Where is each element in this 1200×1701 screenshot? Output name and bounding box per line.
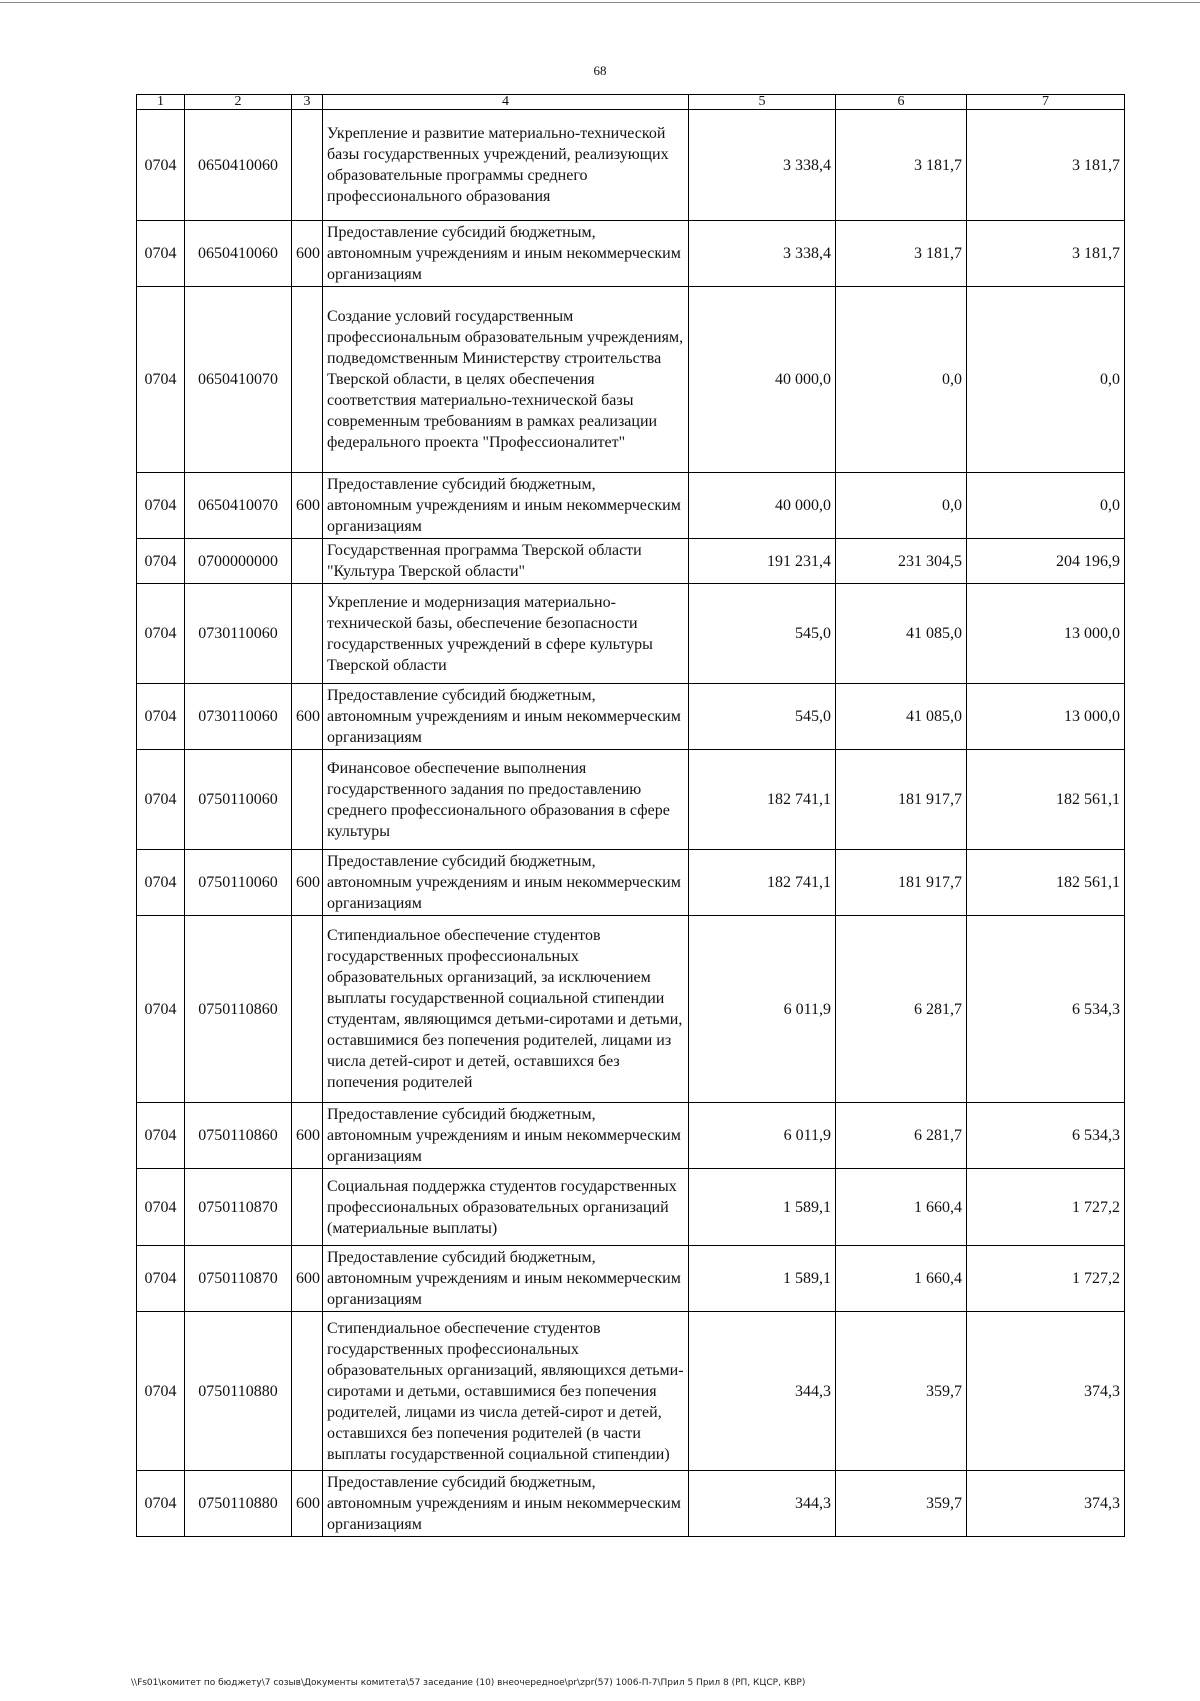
table-row: [137, 473, 1125, 539]
section-code-cell: 0704: [137, 584, 185, 684]
amount-cell-col5: 182 741,1: [689, 750, 836, 850]
expense-type-code-cell: [292, 916, 323, 1103]
expense-type-code-cell: [292, 110, 323, 221]
section-code-cell: 0704: [137, 473, 185, 539]
section-code-cell: 0704: [137, 1246, 185, 1312]
item-name-cell: Создание условий государственным профессиональным образовательным учреждениям, подведомственным Министерству строительства Тверской области, в целях обеспечения соответствия материально-технической базы современным требованиям в рамках реализации федерального проекта "Профессионалитет": [323, 287, 689, 473]
column-number-row: [137, 95, 1125, 110]
section-code-cell: 0704: [137, 110, 185, 221]
table-row: [137, 750, 1125, 850]
expense-type-code-cell: 600: [292, 1103, 323, 1169]
table-row: [137, 850, 1125, 916]
column-header: 1: [137, 95, 185, 110]
table-row: [137, 287, 1125, 473]
amount-cell-col5: 40 000,0: [689, 473, 836, 539]
amount-cell-col7: 3 181,7: [967, 221, 1125, 287]
amount-cell-col7: 182 561,1: [967, 750, 1125, 850]
section-code-cell: 0704: [137, 221, 185, 287]
table-row: [137, 1471, 1125, 1537]
amount-cell-col5: 3 338,4: [689, 221, 836, 287]
column-header: 3: [292, 95, 323, 110]
section-code-cell: 0704: [137, 750, 185, 850]
section-code-cell: 0704: [137, 1103, 185, 1169]
amount-cell-col5: 545,0: [689, 584, 836, 684]
item-name-cell: Предоставление субсидий бюджетным, автономным учреждениям и иным некоммерческим организациям: [323, 473, 689, 539]
amount-cell-col7: 1 727,2: [967, 1246, 1125, 1312]
section-code-cell: 0704: [137, 1312, 185, 1471]
amount-cell-col6: 181 917,7: [836, 750, 967, 850]
amount-cell-col5: 191 231,4: [689, 539, 836, 584]
amount-cell-col5: 6 011,9: [689, 916, 836, 1103]
amount-cell-col5: 182 741,1: [689, 850, 836, 916]
target-article-code-cell: 0700000000: [185, 539, 292, 584]
table-row: [137, 916, 1125, 1103]
amount-cell-col7: 182 561,1: [967, 850, 1125, 916]
file-path-footer: \\Fs01\комитет по бюджету\7 созыв\Документы комитета\57 заседание (10) внеочередное\pr\zpr(57) 1006-П-7\Прил 5 Прил 8 (РП, КЦСР, КВР): [131, 1678, 806, 1688]
item-name-cell: Финансовое обеспечение выполнения государственного задания по предоставлению среднего профессионального образования в сфере культуры: [323, 750, 689, 850]
expense-type-code-cell: [292, 1169, 323, 1246]
section-code-cell: 0704: [137, 539, 185, 584]
expense-type-code-cell: 600: [292, 1246, 323, 1312]
amount-cell-col6: 6 281,7: [836, 1103, 967, 1169]
expense-type-code-cell: 600: [292, 684, 323, 750]
amount-cell-col7: 374,3: [967, 1471, 1125, 1537]
amount-cell-col5: 1 589,1: [689, 1169, 836, 1246]
table-row: [137, 1312, 1125, 1471]
target-article-code-cell: 0730110060: [185, 584, 292, 684]
target-article-code-cell: 0650410060: [185, 221, 292, 287]
amount-cell-col5: 545,0: [689, 684, 836, 750]
expense-type-code-cell: [292, 584, 323, 684]
amount-cell-col6: 0,0: [836, 473, 967, 539]
amount-cell-col5: 1 589,1: [689, 1246, 836, 1312]
section-code-cell: 0704: [137, 1471, 185, 1537]
target-article-code-cell: 0650410070: [185, 287, 292, 473]
target-article-code-cell: 0650410070: [185, 473, 292, 539]
target-article-code-cell: 0750110060: [185, 850, 292, 916]
amount-cell-col6: 3 181,7: [836, 110, 967, 221]
target-article-code-cell: 0750110880: [185, 1312, 292, 1471]
column-header: 2: [185, 95, 292, 110]
amount-cell-col6: 359,7: [836, 1312, 967, 1471]
table-row: [137, 684, 1125, 750]
item-name-cell: Укрепление и развитие материально-технической базы государственных учреждений, реализующих образовательные программы среднего профессионального образования: [323, 110, 689, 221]
amount-cell-col7: 6 534,3: [967, 1103, 1125, 1169]
budget-table: [136, 94, 1125, 1537]
amount-cell-col6: 1 660,4: [836, 1246, 967, 1312]
table-row: [137, 584, 1125, 684]
expense-type-code-cell: [292, 287, 323, 473]
amount-cell-col6: 6 281,7: [836, 916, 967, 1103]
amount-cell-col5: 344,3: [689, 1312, 836, 1471]
item-name-cell: Укрепление и модернизация материально-технической базы, обеспечение безопасности государственных учреждений в сфере культуры Тверской области: [323, 584, 689, 684]
amount-cell-col6: 0,0: [836, 287, 967, 473]
amount-cell-col7: 0,0: [967, 287, 1125, 473]
amount-cell-col6: 41 085,0: [836, 684, 967, 750]
target-article-code-cell: 0650410060: [185, 110, 292, 221]
amount-cell-col5: 6 011,9: [689, 1103, 836, 1169]
amount-cell-col5: 40 000,0: [689, 287, 836, 473]
expense-type-code-cell: 600: [292, 221, 323, 287]
expense-type-code-cell: 600: [292, 850, 323, 916]
item-name-cell: Стипендиальное обеспечение студентов государственных профессиональных образовательных организаций, за исключением выплаты государственной социальной стипендии студентам, являющимся детьми-сиротами и детьми, оставшимися без попечения родителей, лицами из числа детей-сирот и детей, оставшихся без попечения родителей: [323, 916, 689, 1103]
item-name-cell: Предоставление субсидий бюджетным, автономным учреждениям и иным некоммерческим организациям: [323, 221, 689, 287]
item-name-cell: Предоставление субсидий бюджетным, автономным учреждениям и иным некоммерческим организациям: [323, 1246, 689, 1312]
expense-type-code-cell: [292, 750, 323, 850]
page-number: 68: [593, 63, 607, 78]
amount-cell-col5: 3 338,4: [689, 110, 836, 221]
amount-cell-col6: 41 085,0: [836, 584, 967, 684]
target-article-code-cell: 0750110860: [185, 1103, 292, 1169]
column-header: 5: [689, 95, 836, 110]
section-code-cell: 0704: [137, 1169, 185, 1246]
section-code-cell: 0704: [137, 850, 185, 916]
table-row: [137, 539, 1125, 584]
expense-type-code-cell: [292, 1312, 323, 1471]
item-name-cell: Государственная программа Тверской области "Культура Тверской области": [323, 539, 689, 584]
expense-type-code-cell: 600: [292, 1471, 323, 1537]
amount-cell-col7: 13 000,0: [967, 684, 1125, 750]
item-name-cell: Социальная поддержка студентов государственных профессиональных образовательных организаций (материальные выплаты): [323, 1169, 689, 1246]
target-article-code-cell: 0750110860: [185, 916, 292, 1103]
item-name-cell: Предоставление субсидий бюджетным, автономным учреждениям и иным некоммерческим организациям: [323, 1471, 689, 1537]
table-row: [137, 221, 1125, 287]
section-code-cell: 0704: [137, 684, 185, 750]
section-code-cell: 0704: [137, 287, 185, 473]
table-row: [137, 110, 1125, 221]
section-code-cell: 0704: [137, 916, 185, 1103]
amount-cell-col6: 359,7: [836, 1471, 967, 1537]
amount-cell-col6: 1 660,4: [836, 1169, 967, 1246]
amount-cell-col7: 374,3: [967, 1312, 1125, 1471]
scan-top-edge: [0, 2, 1200, 3]
table-body: [137, 110, 1125, 1537]
amount-cell-col7: 204 196,9: [967, 539, 1125, 584]
amount-cell-col7: 1 727,2: [967, 1169, 1125, 1246]
item-name-cell: Предоставление субсидий бюджетным, автономным учреждениям и иным некоммерческим организациям: [323, 684, 689, 750]
target-article-code-cell: 0750110870: [185, 1246, 292, 1312]
item-name-cell: Предоставление субсидий бюджетным, автономным учреждениям и иным некоммерческим организациям: [323, 850, 689, 916]
target-article-code-cell: 0730110060: [185, 684, 292, 750]
amount-cell-col6: 3 181,7: [836, 221, 967, 287]
column-header: 7: [967, 95, 1125, 110]
amount-cell-col7: 13 000,0: [967, 584, 1125, 684]
table-row: [137, 1246, 1125, 1312]
column-header: 6: [836, 95, 967, 110]
target-article-code-cell: 0750110880: [185, 1471, 292, 1537]
amount-cell-col6: 231 304,5: [836, 539, 967, 584]
target-article-code-cell: 0750110060: [185, 750, 292, 850]
table-row: [137, 1103, 1125, 1169]
amount-cell-col7: 0,0: [967, 473, 1125, 539]
amount-cell-col5: 344,3: [689, 1471, 836, 1537]
amount-cell-col7: 3 181,7: [967, 110, 1125, 221]
item-name-cell: Стипендиальное обеспечение студентов государственных профессиональных образовательных организаций, являющихся детьми-сиротами и детьми, оставшимися без попечения родителей, лицами из числа детей-сирот и детей, оставшихся без попечения родителей (в части выплаты государственной социальной стипендии): [323, 1312, 689, 1471]
expense-type-code-cell: 600: [292, 473, 323, 539]
expense-type-code-cell: [292, 539, 323, 584]
amount-cell-col6: 181 917,7: [836, 850, 967, 916]
column-header: 4: [323, 95, 689, 110]
amount-cell-col7: 6 534,3: [967, 916, 1125, 1103]
target-article-code-cell: 0750110870: [185, 1169, 292, 1246]
table-row: [137, 1169, 1125, 1246]
item-name-cell: Предоставление субсидий бюджетным, автономным учреждениям и иным некоммерческим организациям: [323, 1103, 689, 1169]
